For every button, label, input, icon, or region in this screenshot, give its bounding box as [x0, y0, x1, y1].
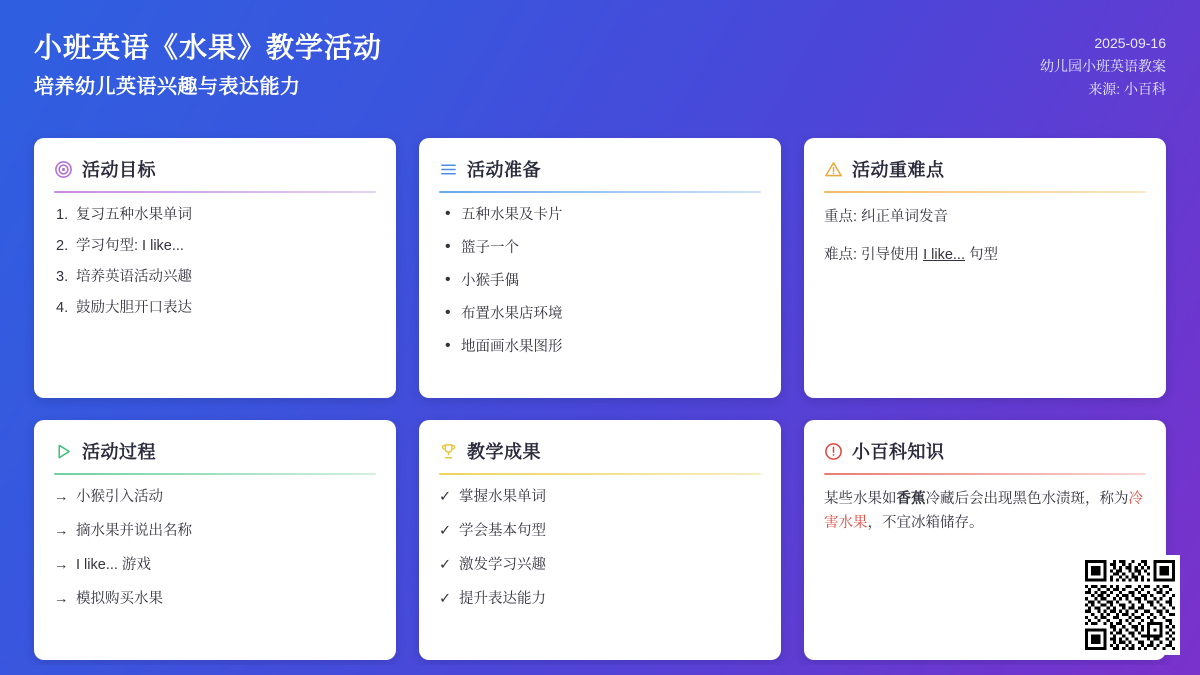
card-keypoints-title: 活动重难点 [852, 160, 945, 180]
target-icon [54, 160, 73, 179]
knowledge-part3: ，不宜冰箱储存。 [867, 515, 984, 531]
card-knowledge-rule [824, 473, 1146, 475]
list-item: • 篮子一个 [439, 238, 761, 258]
meta-category: 幼儿园小班英语教案 [1040, 58, 1166, 74]
card-knowledge-header [824, 438, 1146, 473]
list-item: → 模拟购买水果 [54, 589, 376, 609]
card-goals-rule [54, 191, 376, 193]
card-results-header [439, 438, 761, 473]
list-item: ✓ 提升表达能力 [439, 589, 761, 609]
goals-list [54, 205, 376, 318]
list-item: → 摘水果并说出名称 [54, 521, 376, 541]
keypoint-difficulty [824, 243, 1146, 267]
card-keypoints [804, 138, 1166, 398]
title-block [34, 30, 382, 102]
card-preparation-rule [439, 191, 761, 193]
card-preparation-title: 活动准备 [467, 160, 541, 180]
card-keypoints-rule [824, 191, 1146, 193]
keypoint-focus-text: 纠正单词发音 [861, 209, 949, 225]
card-process-rule [54, 473, 376, 475]
keypoint-difficulty-link[interactable]: I like... [923, 247, 965, 263]
info-icon [824, 442, 843, 461]
list-item: 培养英语活动兴趣 [76, 269, 192, 285]
keypoint-difficulty-prefix: 难点: 引导使用 [824, 247, 924, 263]
card-goals-title: 活动目标 [82, 160, 156, 180]
qr-code-image [1085, 560, 1175, 650]
knowledge-part1: 某些水果如 [824, 491, 897, 507]
card-results [419, 420, 781, 660]
knowledge-part2: 冷藏后会出现黑色水渍斑，称为 [925, 491, 1129, 507]
card-keypoints-header [824, 156, 1146, 191]
list-item: • 地面画水果图形 [439, 337, 761, 357]
knowledge-highlight: 冷害水果 [824, 491, 1143, 531]
warning-icon [824, 160, 843, 179]
card-preparation [419, 138, 781, 398]
list-icon [439, 160, 458, 179]
header [34, 30, 1166, 126]
knowledge-paragraph [824, 487, 1146, 535]
keypoint-focus [824, 205, 1146, 229]
list-item: 鼓励大胆开口表达 [76, 300, 192, 316]
card-preparation-header [439, 156, 761, 191]
header-meta [1040, 32, 1166, 101]
meta-date: 2025-09-16 [1094, 35, 1166, 51]
knowledge-bold: 香蕉 [896, 491, 926, 507]
keypoint-focus-prefix: 重点: [824, 209, 862, 225]
meta-source: 来源: 小百科 [1088, 81, 1166, 97]
card-results-title: 教学成果 [467, 442, 541, 462]
list-item: ✓ 学会基本句型 [439, 521, 761, 541]
trophy-icon [439, 442, 458, 461]
keypoint-difficulty-suffix: 句型 [965, 247, 999, 263]
list-item: • 布置水果店环境 [439, 304, 761, 324]
list-item: ✓ 掌握水果单词 [439, 487, 761, 507]
list-item: → 小猴引入活动 [54, 487, 376, 507]
play-icon [54, 442, 73, 461]
slide-page [10, 10, 1190, 665]
list-item: ✓ 激发学习兴趣 [439, 555, 761, 575]
list-item: 学习句型: I like... [76, 238, 184, 254]
process-list [54, 487, 376, 609]
card-process [34, 420, 396, 660]
cards-grid [34, 138, 1166, 660]
card-process-title: 活动过程 [82, 442, 156, 462]
results-list [439, 487, 761, 609]
page-title: 小班英语《水果》教学活动 [34, 32, 383, 63]
card-knowledge-title: 小百科知识 [852, 442, 945, 462]
preparation-list [439, 205, 761, 357]
card-results-rule [439, 473, 761, 475]
card-process-header [54, 438, 376, 473]
card-goals [34, 138, 396, 398]
card-goals-header [54, 156, 376, 191]
page-subtitle: 培养幼儿英语兴趣与表达能力 [34, 76, 301, 98]
qr-code[interactable] [1080, 555, 1180, 655]
list-item: • 五种水果及卡片 [439, 205, 761, 225]
list-item: → I like... 游戏 [54, 555, 376, 575]
list-item: 复习五种水果单词 [76, 207, 192, 223]
list-item: • 小猴手偶 [439, 271, 761, 291]
